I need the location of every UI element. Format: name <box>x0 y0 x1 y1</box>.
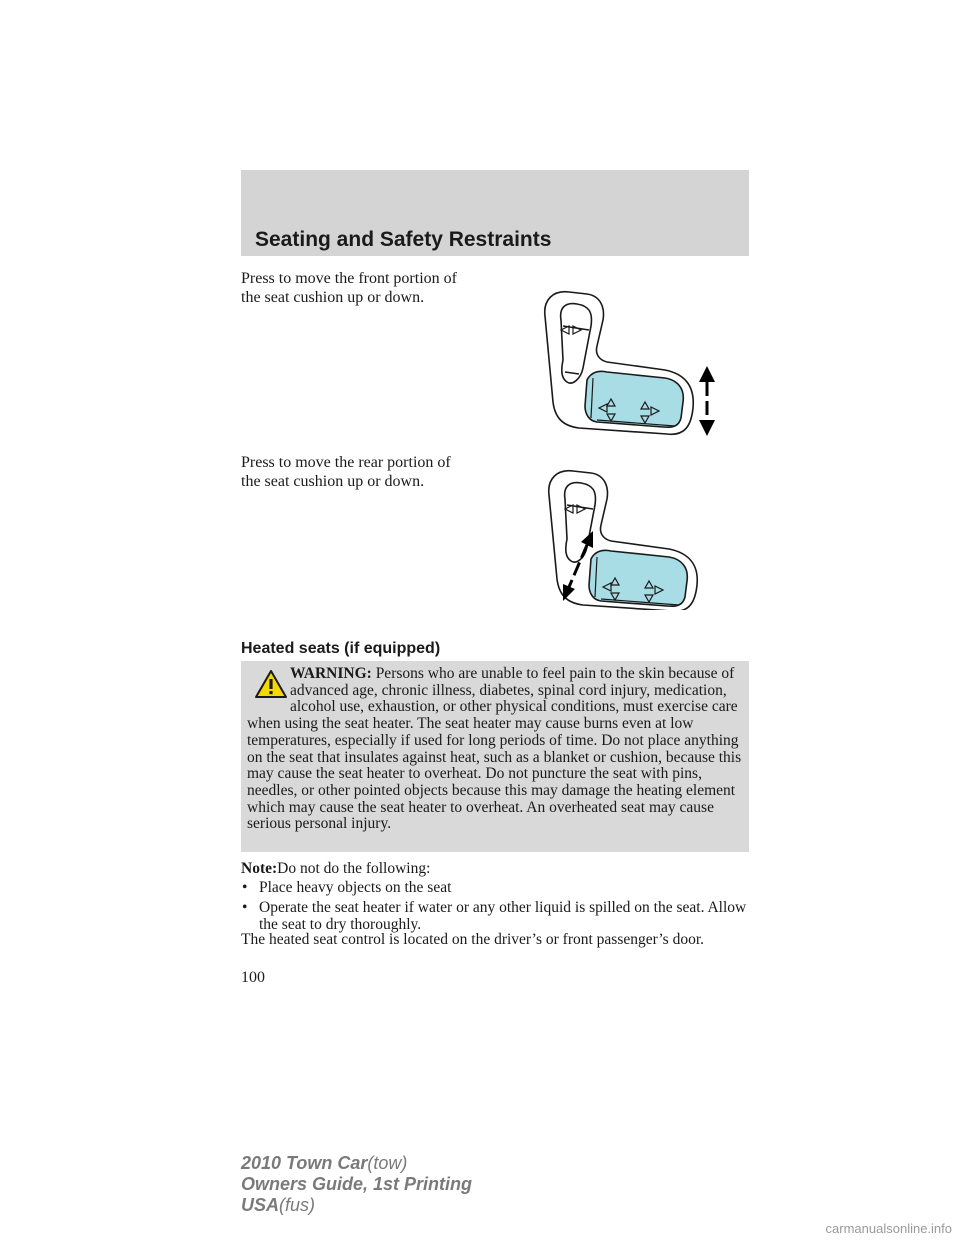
footer-region: USA <box>241 1195 280 1215</box>
cushion-switch-highlight <box>585 371 683 427</box>
footer <box>241 1153 472 1216</box>
warning-body: Persons who are unable to feel pain to the skin because of advanced age, chronic illness, diabetes, spinal cord injury, medication, alcohol use, exhaustion, or other physical conditions, must exercise care when using the seat heater. The seat heater may cause burns even at low temperatures, especially if used for long periods of time. Do not place anything on the seat that insulates against heat, such as a blanket or cushion, because this may cause the seat heater to overheat. Do not puncture the seat with pins, needles, or other pointed objects because this may damage the heating element which may cause the seat heater to overheat. An overheated seat may cause serious personal injury. <box>247 665 742 833</box>
watermark: carmanualsonline.info <box>825 1221 952 1236</box>
note-text: Do not do the following: <box>277 860 431 877</box>
warning-box <box>241 661 749 852</box>
section-header-bar <box>241 170 749 256</box>
backrest-switch <box>561 304 592 383</box>
list-item: • Operate the seat heater if water or any other liquid is spilled on the seat. Allow the seat to dry thoroughly. <box>242 899 747 933</box>
vertical-motion-arrow-icon <box>699 366 715 436</box>
bullet-icon: • <box>242 879 248 896</box>
footer-model-code: (tow) <box>367 1153 408 1173</box>
warning-text <box>247 666 747 833</box>
backrest-right-arrow-icon <box>577 505 585 513</box>
footer-model: 2010 Town Car <box>241 1153 368 1173</box>
seat-control-front-diagram <box>535 282 735 442</box>
heated-seat-control-location: The heated seat control is located on the driver’s or front passenger’s door. <box>241 931 704 948</box>
backrest-switch <box>565 483 596 562</box>
footer-edition: Owners Guide, 1st Printing <box>241 1174 473 1194</box>
section-title: Seating and Safety Restraints <box>255 228 552 251</box>
instruction-rear-cushion: Press to move the rear portion of the seat cushion up or down. <box>241 454 451 490</box>
seat-control-rear-diagram <box>545 465 705 610</box>
bullet-icon: • <box>242 899 248 916</box>
note-label: Note: <box>241 860 278 877</box>
heated-seats-heading: Heated seats (if equipped) <box>241 640 441 657</box>
page-number: 100 <box>241 969 265 986</box>
backrest-right-arrow-icon <box>573 326 581 334</box>
cushion-switch-highlight <box>589 550 687 606</box>
list-item: • Place heavy objects on the seat <box>242 879 452 896</box>
note <box>241 860 749 877</box>
warning-label: WARNING: <box>290 665 372 682</box>
diagonal-motion-arrow-icon <box>563 531 593 601</box>
note-bullet-list <box>241 879 749 936</box>
instruction-front-cushion: Press to move the front portion of the seat cushion up or down. <box>241 270 457 306</box>
footer-region-code: (fus) <box>279 1195 316 1215</box>
